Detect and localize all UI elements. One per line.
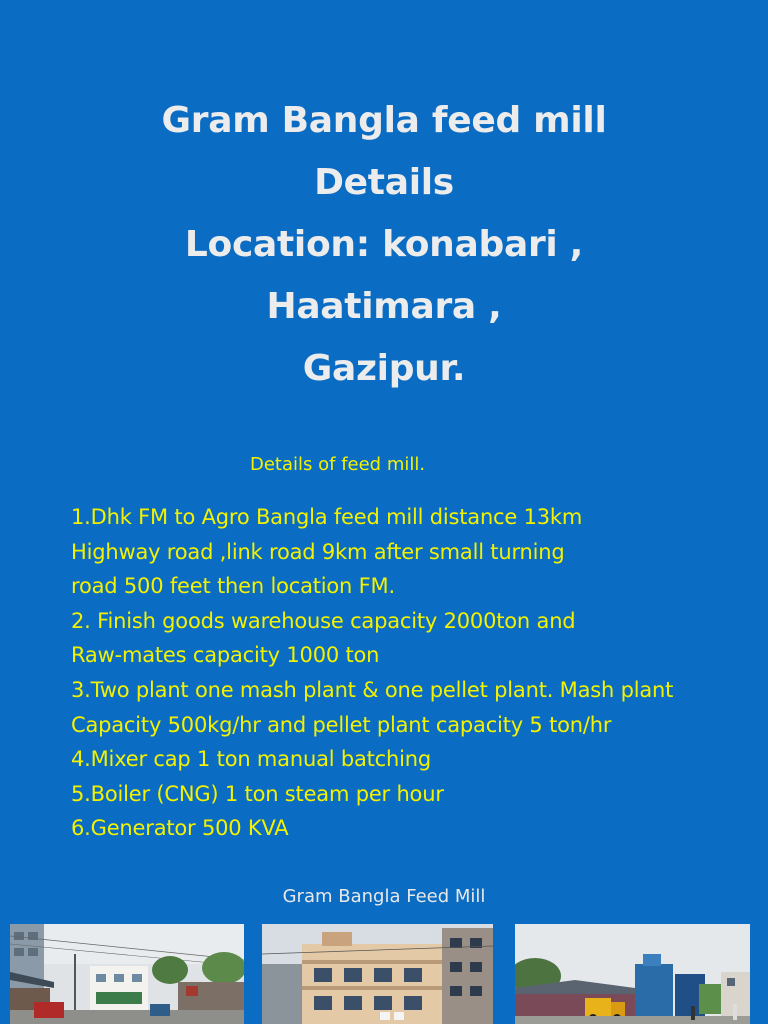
photo-mill-building	[262, 924, 493, 1024]
photo-street-scene	[10, 924, 244, 1024]
details-line-6: 3.Two plant one mash plant & one pellet plant. Mash plant	[71, 677, 674, 702]
details-line-5: Raw-mates capacity 1000 ton	[71, 643, 380, 668]
title-line-5: Gazipur.	[302, 348, 466, 389]
details-line-10: 6.Generator 500 KVA	[71, 816, 289, 841]
details-list	[71, 500, 761, 846]
title-line-2: Details	[314, 162, 454, 203]
title-line-4: Haatimara ,	[266, 286, 502, 327]
details-line-8: 4.Mixer cap 1 ton manual batching	[71, 747, 432, 772]
details-line-7: Capacity 500kg/hr and pellet plant capacity 5 ton/hr	[71, 712, 612, 737]
mill-building-image	[262, 924, 493, 1024]
page-title	[0, 90, 768, 400]
details-subheading: Details of feed mill.	[250, 454, 426, 475]
photo-caption: Gram Bangla Feed Mill	[282, 886, 486, 907]
title-line-3: Location: konabari ,	[184, 224, 584, 265]
street-scene-image	[10, 924, 244, 1024]
title-line-1: Gram Bangla feed mill	[161, 100, 607, 141]
photo-warehouse-yard	[515, 924, 750, 1024]
details-line-2: Highway road ,link road 9km after small turning	[71, 539, 565, 564]
details-line-1: 1.Dhk FM to Agro Bangla feed mill distance 13km	[71, 505, 583, 529]
warehouse-yard-image	[515, 924, 750, 1024]
details-line-9: 5.Boiler (CNG) 1 ton steam per hour	[71, 781, 444, 806]
details-line-3: road 500 feet then location FM.	[71, 574, 395, 599]
details-line-4: 2. Finish goods warehouse capacity 2000ton and	[71, 608, 576, 633]
